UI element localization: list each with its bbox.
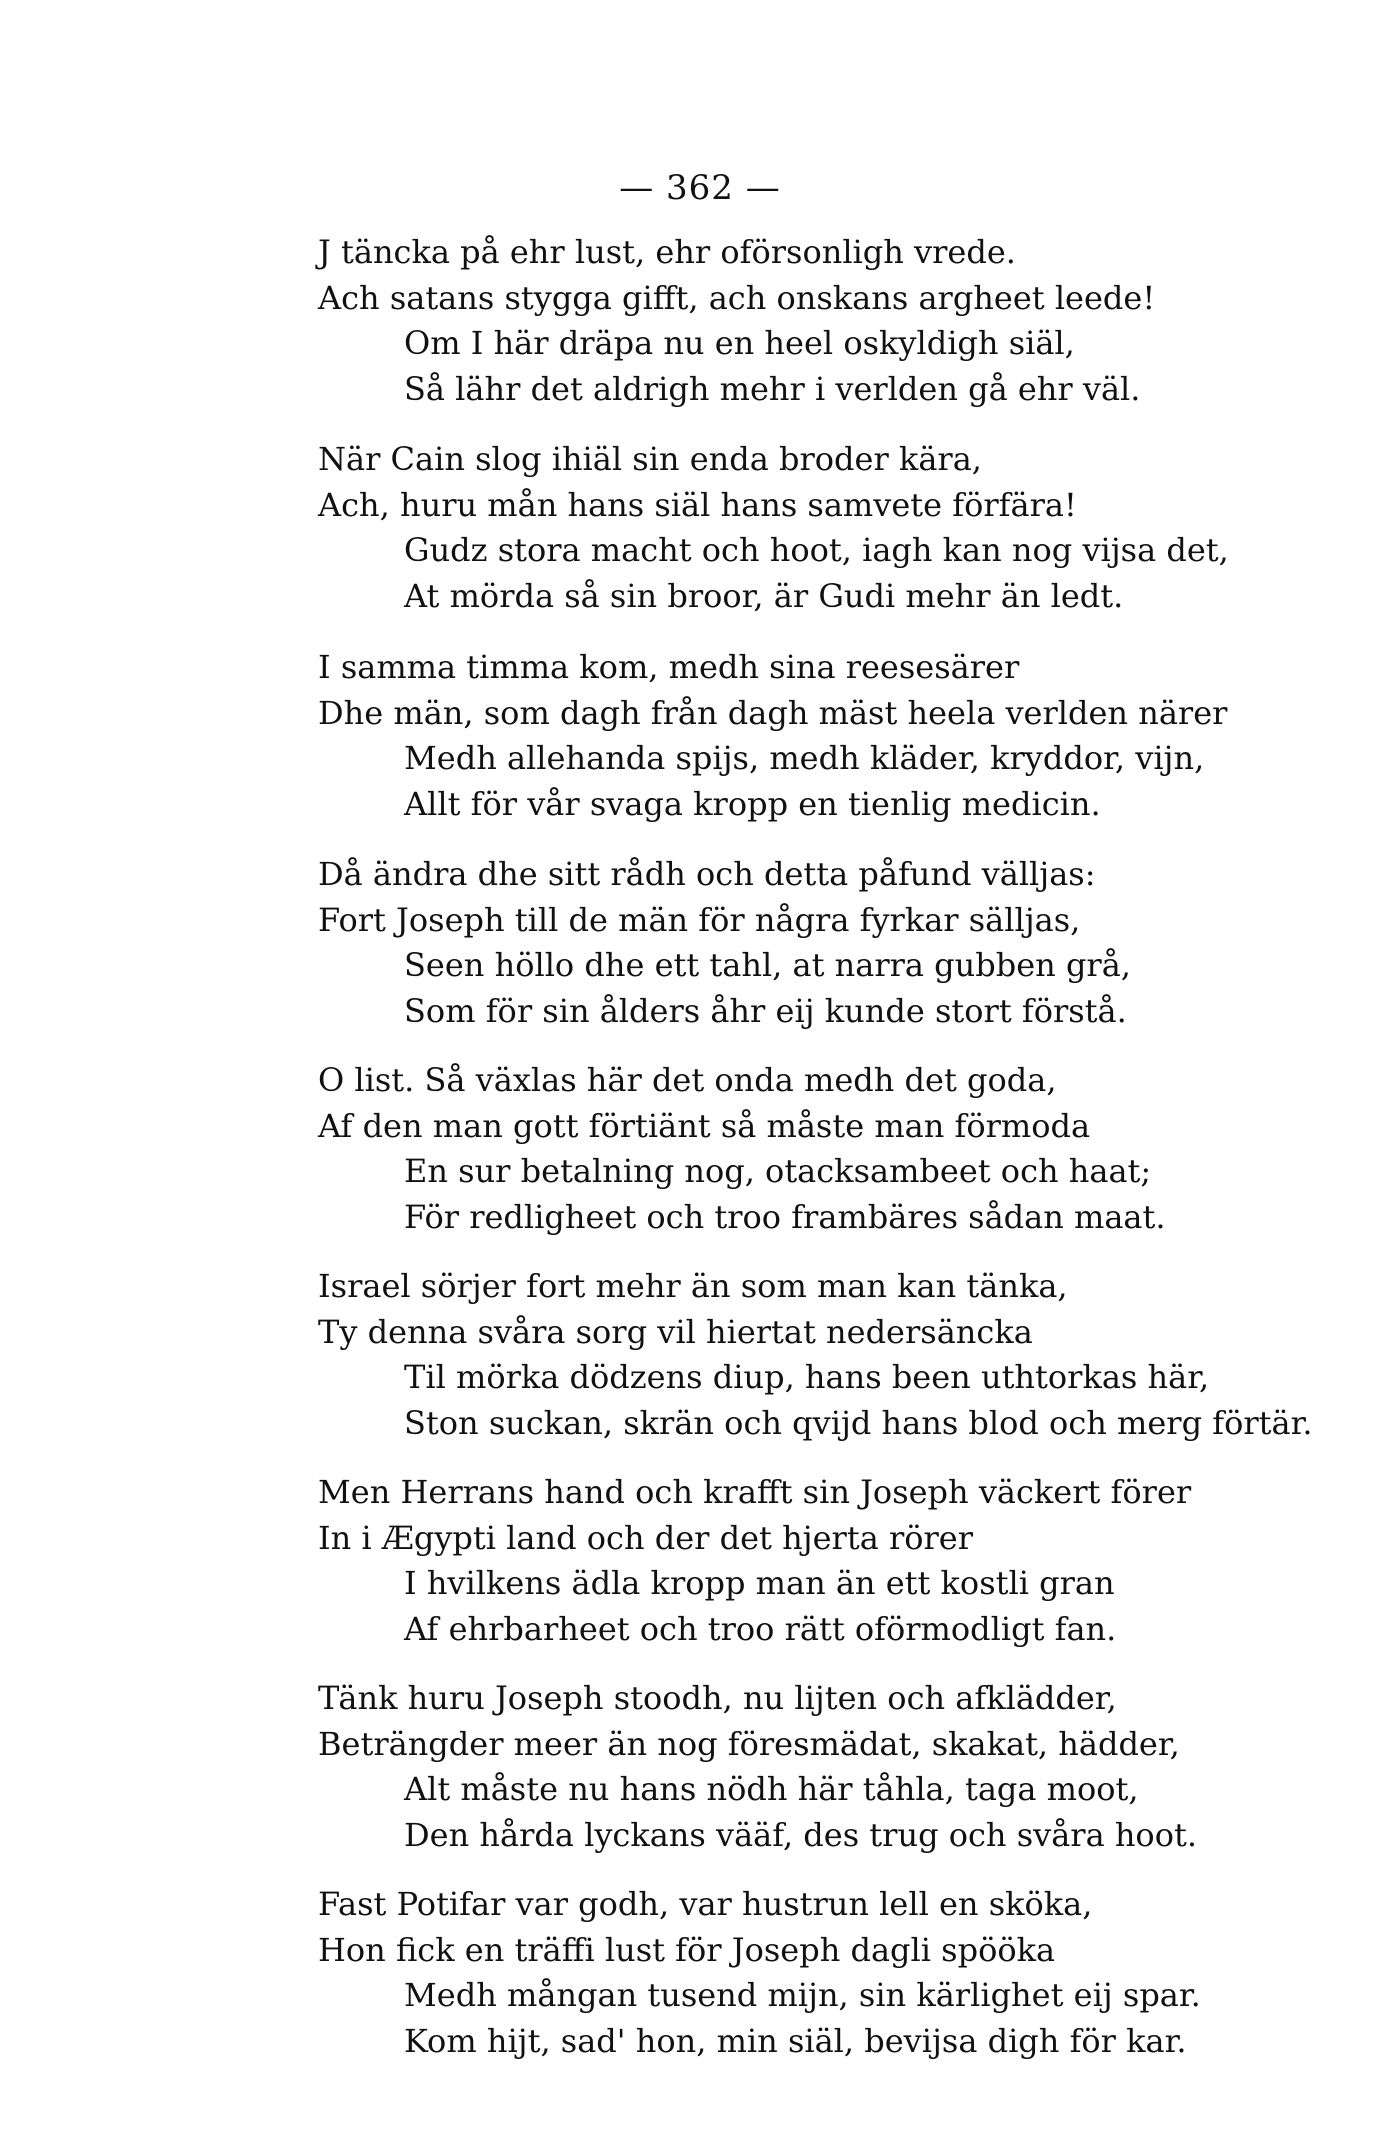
verse-line: Så lähr det aldrigh mehr i verlden gå ehr väl. [404, 369, 1141, 408]
verse-line: Den hårda lyckans vääf, des trug och svåra hoot. [404, 1815, 1197, 1854]
verse-line: Beträngder meer än nog föresmädat, skakat, hädder, [318, 1724, 1180, 1763]
stanza-2 [318, 437, 1358, 619]
verse-line: Dhe män, som dagh från dagh mäst heela verlden närer [318, 693, 1228, 732]
verse-line: J täncka på ehr lust, ehr oförsonligh vrede. [318, 233, 1016, 271]
stanza-4 [318, 852, 1358, 1034]
stanza-5 [318, 1058, 1358, 1240]
verse-line: Ach satans stygga gifft, ach onskans argheet leede! [318, 278, 1156, 317]
stanza-9 [318, 1882, 1358, 2064]
verse-line: Kom hijt, sad' hon, min siäl, bevijsa digh för kar. [404, 2021, 1187, 2060]
verse-line: Til mörka dödzens diup, hans been uthtorkas här, [404, 1358, 1210, 1396]
verse-line: Ston suckan, skrän och qvijd hans blod och merg förtär. [404, 1403, 1313, 1442]
verse-line: Som för sin ålders åhr eij kunde stort förstå. [404, 991, 1127, 1030]
verse-line: När Cain slog ihiäl sin enda broder kära, [318, 440, 982, 478]
verse-line: Allt för vår svaga kropp en tienlig medicin. [404, 784, 1101, 823]
verse-line: Men Herrans hand och krafft sin Joseph väckert förer [318, 1473, 1192, 1511]
verse-line: För redligheet och troo frambäres sådan maat. [404, 1197, 1166, 1236]
verse-line: Tänk huru Joseph stoodh, nu lijten och afklädder, [318, 1679, 1117, 1717]
verse-line: Ach, huru mån hans siäl hans samvete förfära! [318, 485, 1077, 524]
verse-line: Då ändra dhe sitt rådh och detta påfund välljas: [318, 855, 1096, 893]
verse-line: En sur betalning nog, otacksambeet och haat; [404, 1152, 1152, 1190]
stanza-7 [318, 1470, 1358, 1652]
stanza-3 [318, 645, 1358, 827]
verse-line: Hon fick en träffi lust för Joseph dagli spööka [318, 1930, 1056, 1969]
verse-line: Af ehrbarheet och troo rätt oförmodligt fan. [404, 1609, 1117, 1648]
verse-line: I hvilkens ädla kropp man än ett kostli gran [404, 1564, 1115, 1602]
verse-line: In i Ægypti land och der det hjerta rörer [318, 1518, 974, 1557]
verse-line: Fast Potifar var godh, var hustrun lell en sköka, [318, 1885, 1093, 1923]
verse-line: Om I här dräpa nu en heel oskyldigh siäl, [404, 324, 1075, 362]
verse-line: Medh mångan tusend mijn, sin kärlighet eij spar. [404, 1976, 1201, 2014]
page-number: — 362 — [619, 168, 781, 208]
verse-line: Gudz stora macht och hoot, iagh kan nog vijsa det, [404, 531, 1229, 569]
verse-line: Ty denna svåra sorg vil hiertat nedersäncka [318, 1312, 1033, 1351]
stanza-1 [318, 230, 1358, 412]
verse-line: O list. Så växlas här det onda medh det goda, [318, 1061, 1057, 1099]
verse-line: I samma timma kom, medh sina reesesärer [318, 648, 1020, 686]
verse-line: Seen höllo dhe ett tahl, at narra gubben grå, [404, 946, 1131, 984]
verse-line: Israel sörjer fort mehr än som man kan tänka, [318, 1267, 1068, 1305]
verse-line: Fort Joseph till de män för några fyrkar sälljas, [318, 900, 1081, 939]
verse-line: At mörda så sin broor, är Gudi mehr än ledt. [404, 576, 1124, 615]
stanza-6 [318, 1264, 1358, 1446]
verse-line: Af den man gott förtiänt så måste man förmoda [318, 1106, 1091, 1145]
verse-line: Alt måste nu hans nödh här tåhla, taga moot, [404, 1770, 1139, 1808]
verse-line: Medh allehanda spijs, medh kläder, kryddor, vijn, [404, 739, 1205, 777]
stanza-8 [318, 1676, 1358, 1858]
